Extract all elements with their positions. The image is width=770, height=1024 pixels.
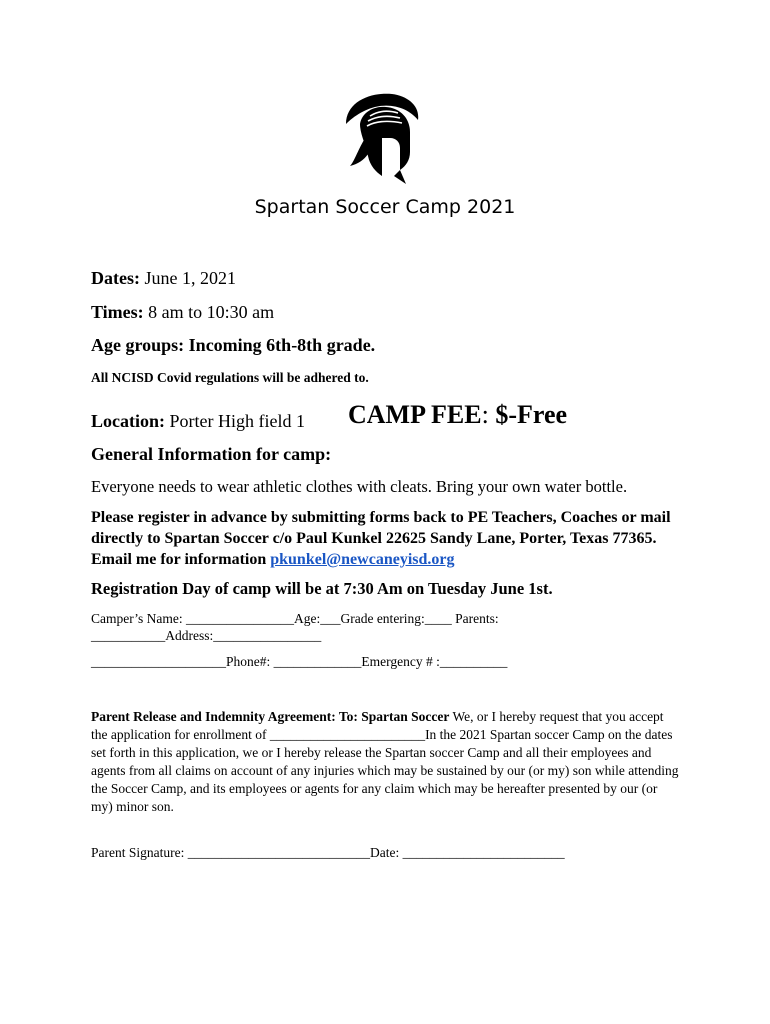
fee-colon: : <box>481 400 489 429</box>
register-text: Please register in advance by submitting forms back to PE Teachers, Coaches or mail directly to Spartan Soccer c/o Paul Kunkel 22625 Sandy Lane, Porter, Texas 77365. Email me for information <box>91 509 671 568</box>
phone-emergency-line: ____________________Phone#: _____________Emergency # :__________ <box>91 654 508 669</box>
register-paragraph <box>91 507 691 570</box>
signature-line: Parent Signature: ___________________________Date: ________________________ <box>91 845 565 860</box>
registration-day: Registration Day of camp will be at 7:30 Am on Tuesday June 1st. <box>91 579 553 598</box>
camper-info-line: Camper’s Name: ________________Age:___Grade entering:____ Parents: <box>91 611 499 626</box>
location-line <box>91 411 305 432</box>
age-groups: Age groups: Incoming 6th-8th grade. <box>91 335 376 355</box>
agreement-heading: Parent Release and Indemnity Agreement: To: Spartan Soccer <box>91 709 450 724</box>
contact-email-link[interactable]: pkunkel@newcaneyisd.org <box>270 551 455 568</box>
dates-value: June 1, 2021 <box>139 268 236 288</box>
dates-line <box>91 268 236 289</box>
general-info-heading: General Information for camp: <box>91 444 332 464</box>
times-value: 8 am to 10:30 am <box>143 302 275 322</box>
times-label: Times: <box>91 302 144 322</box>
address-line: ___________Address:________________ <box>91 628 322 643</box>
camp-fee <box>348 400 567 430</box>
spartan-helmet-icon <box>340 90 424 186</box>
location-value: Porter High field 1 <box>165 411 305 431</box>
location-label: Location: <box>91 411 165 431</box>
agreement-body: We, or I hereby request that you accept the application for enrollment of _______________________In the 2021 Spartan soccer Camp on the dates set forth in this application, we or I hereby release the Spartan soccer Camp and all their employees and agents from all claims on account of any injuries which may be sustained by our (or my) son while attending the Soccer Camp, and its employees or agents for any claim which may be hereafter presented by our (or my) minor son. <box>91 709 679 814</box>
fee-label: CAMP FEE <box>348 400 482 429</box>
fee-value: $-Free <box>488 400 568 429</box>
times-line <box>91 302 274 323</box>
release-agreement <box>91 708 681 816</box>
dates-label: Dates: <box>91 268 140 288</box>
covid-notice: All NCISD Covid regulations will be adhered to. <box>91 370 369 385</box>
clothing-note: Everyone needs to wear athletic clothes with cleats. Bring your own water bottle. <box>91 477 628 496</box>
page-title: Spartan Soccer Camp 2021 <box>254 196 516 218</box>
